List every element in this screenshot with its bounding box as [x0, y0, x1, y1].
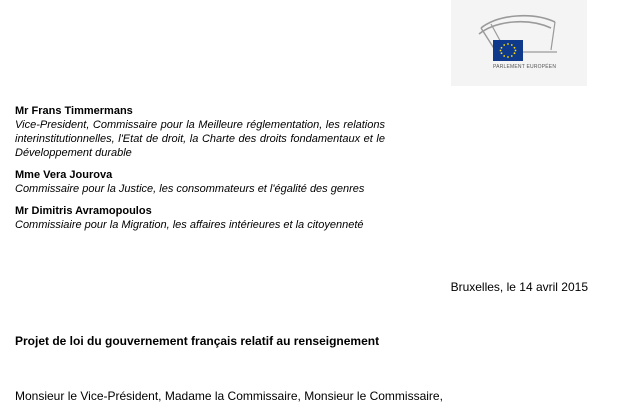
letter-salutation: Monsieur le Vice-Président, Madame la Commissaire, Monsieur le Commissaire, [15, 389, 443, 403]
recipient-title: Vice-President, Commissaire pour la Meilleure réglementation, les relations interinstitutionnelles, l'Etat de droit, la Charte des droits fondamentaux et le Développement durable [15, 119, 385, 159]
recipient-title: Commissaire pour la Justice, les consommateurs et l'égalité des genres [15, 183, 365, 195]
recipient-1 [15, 104, 385, 160]
parliament-emblem-icon [451, 0, 587, 86]
recipient-name: Mr Frans Timmermans [15, 105, 133, 117]
european-parliament-logo [451, 0, 587, 86]
recipient-name: Mr Dimitris Avramopoulos [15, 205, 152, 217]
recipient-3 [15, 204, 385, 232]
recipients-block [15, 104, 385, 240]
recipient-2 [15, 168, 385, 196]
recipient-title: Commissiaire pour la Migration, les affaires intérieures et la citoyenneté [15, 219, 364, 231]
letter-date: Bruxelles, le 14 avril 2015 [450, 280, 588, 294]
letter-subject: Projet de loi du gouvernement français relatif au renseignement [15, 334, 380, 348]
recipient-name: Mme Vera Jourova [15, 169, 113, 181]
logo-caption: PARLEMENT EUROPÉEN [493, 64, 557, 70]
